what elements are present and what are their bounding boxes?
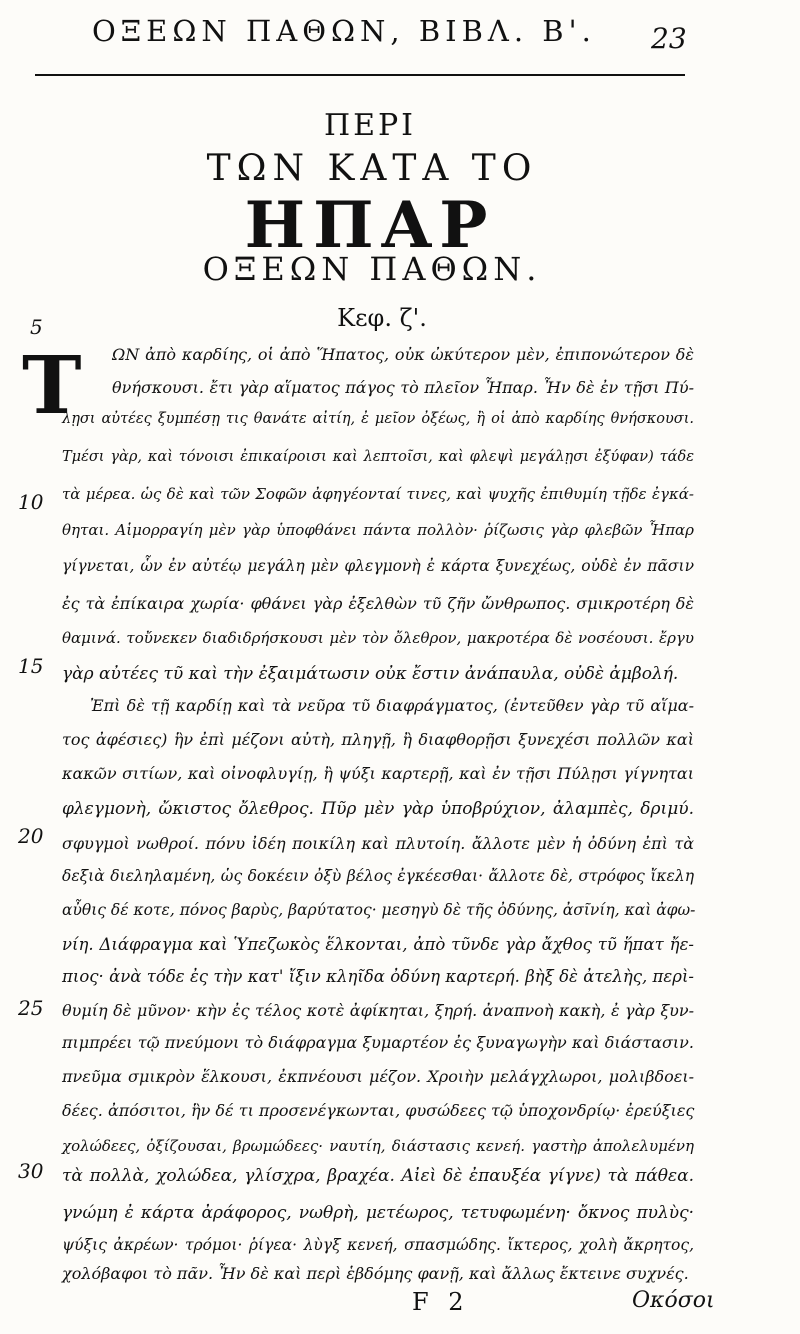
line-number-30: 30 <box>18 1159 44 1183</box>
line-number-5: 5 <box>30 315 43 339</box>
running-head: ΟΞΕΩΝ ΠΑΘΩΝ, ΒΙΒΛ. Β'. <box>92 14 596 48</box>
text-line: νίη. Διάφραγμα καὶ Ὑπεζωκὸς ἕλκονται, ἀπὸ τῦνδε γὰρ ἄχθος τῦ ἥπατ ἤε- <box>62 935 694 954</box>
text-line: Τμέσι γὰρ, καὶ τόνοισι ἐπικαίροισι καὶ λεπτοῖσι, καὶ φλεψὶ μεγάλῃσι ἐξύφαν) τάδε <box>62 449 694 465</box>
text-line: θαμινά. τοὔνεκεν διαδιδρήσκουσι μὲν τὸν ὄλεθρον, μακροτέρα δὲ νοσέουσι. ἔργυ <box>62 629 694 647</box>
text-line: γίγνεται, ὧν ἐν αὐτέῳ μεγάλη μὲν φλεγμονὴ ἐ κάρτα ξυνεχέως, οὐδὲ ἐν πᾶσιν <box>62 557 694 575</box>
text-line: χολόβαφοι τὸ πᾶν. Ἦν δὲ καὶ περὶ ἑβδόμης φανῇ, καὶ ἄλλως ἔκτεινε συχνές. <box>62 1264 689 1283</box>
catchword: Οκόσοι <box>632 1288 715 1313</box>
text-line: ἐς τὰ ἐπίκαιρα χωρία· φθάνει γὰρ ἐξελθὼν τῦ ζῆν ὤνθρωπος. σμικροτέρη δὲ <box>62 594 694 613</box>
header-rule <box>35 74 685 76</box>
chapter-heading: Κεφ. ζ'. <box>337 304 427 332</box>
text-line: ψύξις ἀκρέων· τρόμοι· ῥίγεα· λὺγξ κενεή, σπασμώδης. ἴκτερος, χολὴ ἄκρητος, <box>62 1236 694 1254</box>
text-line: θυμίη δὲ μῦνον· κὴν ἐς τέλος κοτὲ ἀφίκηται, ξηρή. ἀναπνοὴ κακὴ, ἐ γὰρ ξυν- <box>62 1001 694 1020</box>
text-line: δεξιὰ διεληλαμένη, ὡς δοκέειν ὀξὺ βέλος ἐγκέεσθαι· ἄλλοτε δὲ, στρόφος ἴκελη <box>62 867 694 885</box>
text-line: Ἐπὶ δὲ τῇ καρδίῃ καὶ τὰ νεῦρα τῦ διαφράγματος, (ἐντεῦθεν γὰρ τῦ αἵμα- <box>90 696 694 715</box>
line-number-25: 25 <box>18 996 44 1020</box>
text-line: γνώμη ἐ κάρτα ἀράφορος, νωθρὴ, μετέωρος, τετυφωμένη· ὄκνος πυλὺς· <box>62 1203 694 1223</box>
text-line: θηται. Αἱμορραγίη μὲν γὰρ ὑποφθάνει πάντα πολλὸν· ῥίζωσις γὰρ φλεβῶν Ἧπαρ <box>62 521 694 539</box>
text-line: πιμπρέει τῷ πνεύμονι τὸ διάφραγμα ξυμαρτέον ἐς ξυναγωγὴν καὶ διάστασιν. <box>62 1033 694 1052</box>
text-line: χολώδεες, ὀξίζουσαι, βρωμώδεες· ναυτίη, διάστασις κενεή. γαστὴρ ἀπολελυμένη <box>62 1137 694 1155</box>
text-line: πιος· ἀνὰ τόδε ἐς τὴν κατ' ἴξιν κληῖδα ὀδύνη καρτερή. βὴξ δὲ ἀτελὴς, περὶ- <box>62 967 694 986</box>
text-line: ΩΝ ἀπὸ καρδίης, οἱ ἀπὸ Ἥπατος, οὐκ ὠκύτερον μὲν, ἐπιπονώτερον δὲ <box>112 345 694 364</box>
title-line-3: ΗΠΑΡ <box>244 188 496 263</box>
text-line: τὰ πολλὰ, χολώδεα, γλίσχρα, βραχέα. Αἰεὶ δὲ ἐπαυξέα γίγνε) τὰ πάθεα. <box>62 1166 694 1186</box>
title-line-2: ΤΩΝ ΚΑΤΑ ΤΟ <box>206 148 538 189</box>
text-line: τὰ μέρεα. ὡς δὲ καὶ τῶν Σοφῶν ἀφηγέονταί τινες, καὶ ψυχῆς ἐπιθυμίη τῇδε ἐγκά- <box>62 485 694 503</box>
line-number-15: 15 <box>18 654 44 678</box>
text-line: τος ἀφέσιες) ἣν ἐπὶ μέζονι αὐτὴ, πληγῇ, ἢ διαφθορῇσι ξυνεχέσι πολλῶν καὶ <box>62 730 694 749</box>
text-line: θνήσκουσι. ἔτι γὰρ αἵματος πάγος τὸ πλεῖον Ἧπαρ. Ἦν δὲ ἐν τῇσι Πύ- <box>112 378 694 397</box>
text-line: κακῶν σιτίων, καὶ οἰνοφλυγίῃ, ἢ ψύξι καρτερῇ, καὶ ἐν τῇσι Πύλῃσι γίγνηται <box>62 764 694 783</box>
signature-mark: F 2 <box>412 1288 470 1316</box>
drop-capital: Τ <box>22 338 82 432</box>
text-line: γὰρ αὐτέες τῦ καὶ τὴν ἐξαιμάτωσιν οὐκ ἔστιν ἀνάπαυλα, οὐδὲ ἀμβολή. <box>62 664 679 684</box>
text-line: πνεῦμα σμικρὸν ἕλκουσι, ἐκπνέουσι μέζον. Χροιὴν μελάγχλωροι, μολιβδοει- <box>62 1067 694 1086</box>
page-number: 23 <box>651 22 687 55</box>
text-line: δέες. ἀπόσιτοι, ἣν δέ τι προσενέγκωνται, φυσώδεες τῷ ὑποχονδρίῳ· ἐρεύξιες <box>62 1101 695 1120</box>
text-line: σφυγμοὶ νωθροί. πόνυ ἰδέη ποικίλη καὶ πλυτοίη. ἄλλοτε μὲν ἡ ὀδύνη ἐπὶ τὰ <box>62 834 694 853</box>
title-line-1: ΠΕΡΙ <box>323 108 417 143</box>
text-line: φλεγμονὴ, ὤκιστος ὄλεθρος. Πῦρ μὲν γὰρ ὑποβρύχιον, ἀλαμπὲς, δριμύ. <box>62 799 694 819</box>
text-line: αὖθις δέ κοτε, πόνος βαρὺς, βαρύτατος· μεσηγὺ δὲ τῆς ὀδύνης, ἀσῖνίη, καὶ ἀφω- <box>62 901 696 919</box>
line-number-10: 10 <box>18 490 44 514</box>
title-line-4: ΟΞΕΩΝ ΠΑΘΩΝ. <box>202 250 542 288</box>
text-line: λῃσι αὐτέες ξυμπέσῃ τις θανάτε αἰτίη, ἐ μεῖον ὀξέως, ἢ οἱ ἀπὸ καρδίης θνήσκουσι. <box>62 411 694 427</box>
line-number-20: 20 <box>18 824 44 848</box>
